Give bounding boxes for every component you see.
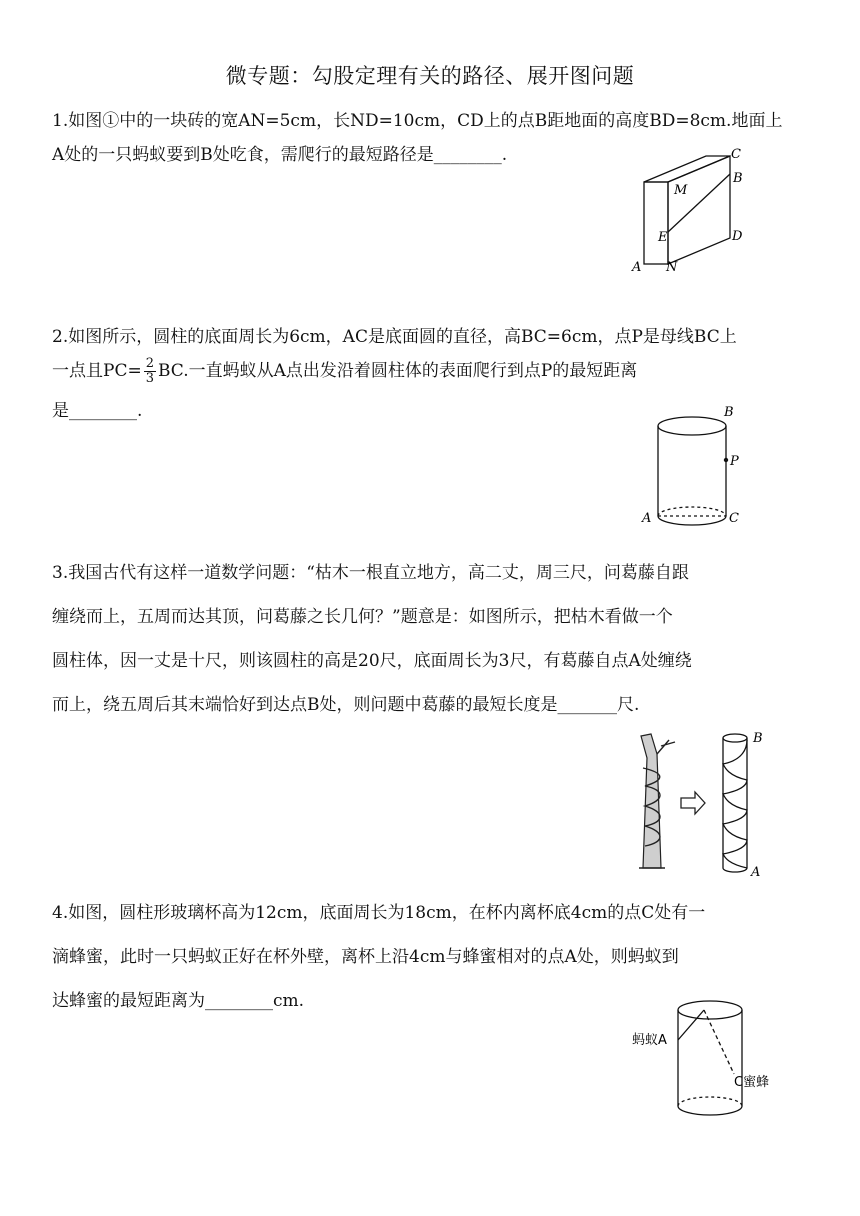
glass-bottom-back <box>678 1097 742 1106</box>
cylinder-top <box>723 734 747 742</box>
problem-line: 2.如图所示，圆柱的底面周长为6cm，AC是底面圆的直径，高BC=6cm，点P是母线BC上 <box>52 327 737 347</box>
problem-line: 缠绕而上，五周而达其顶，问葛藤之长几何？”题意是：如图所示，把枯木看做一个 <box>52 607 673 627</box>
tree-trunk <box>641 734 661 868</box>
label-A: A <box>632 260 642 275</box>
label-B: B <box>724 405 734 420</box>
problem-line-with-fraction: 一点且PC= $\frac{2}{3}$ BC.一直蚂蚁从A点出发沿着圆柱体的表面爬行到点P的最短距离 <box>52 356 638 386</box>
label-A: A <box>642 511 652 526</box>
label-A: A <box>751 865 761 880</box>
cylinder-figure-2 <box>640 404 750 534</box>
problem-line: 3.我国古代有这样一道数学问题：“枯木一根直立地方，高二丈，周三尺，问葛藤自跟 <box>52 563 689 583</box>
label-honey-C: C蜜蜂 <box>734 1075 770 1090</box>
path-segment-inner <box>704 1010 734 1074</box>
glass-figure <box>630 996 790 1136</box>
problem-line: 达蜂蜜的最短距离为________cm. <box>52 991 305 1011</box>
cylinder-bottom <box>723 868 747 872</box>
cylinder-top <box>658 417 726 435</box>
problem-line: 1.如图①中的一块砖的宽AN=5cm，长ND=10cm，CD上的点B距地面的高度BD=8cm.地面上 <box>52 111 783 131</box>
brick-front-face <box>644 182 668 264</box>
glass-bottom-front <box>678 1106 742 1115</box>
problem-line: 是________. <box>52 401 143 421</box>
label-ant-A: 蚂蚁A <box>632 1033 667 1048</box>
label-E: E <box>658 230 668 245</box>
label-D: D <box>732 229 743 244</box>
brick-side-face <box>668 156 730 264</box>
problem-line: 圆柱体，因一丈是十尺，则该圆柱的高是20尺，底面周长为3尺，有葛藤自点A处缠绕 <box>52 651 692 671</box>
label-C: C <box>729 511 739 526</box>
label-C: C <box>731 147 741 162</box>
problem-line: A处的一只蚂蚁要到B处吃食，需爬行的最短路径是________. <box>52 145 508 165</box>
brick-top-face <box>644 156 730 182</box>
page-title: 微专题：勾股定理有关的路径、展开图问题 <box>225 64 635 88</box>
brick-figure <box>630 146 760 276</box>
label-B: B <box>753 731 763 746</box>
label-P: P <box>730 454 739 469</box>
cylinder-bottom-front <box>658 516 726 525</box>
point-P <box>724 458 728 462</box>
label-N: N <box>666 260 678 275</box>
problem-line: 4.如图，圆柱形玻璃杯高为12cm，底面周长为18cm，在杯内离杯底4cm的点C处有一 <box>52 903 706 923</box>
spiral-vine <box>723 740 747 868</box>
fraction: $\frac{2}{3}$ <box>145 356 154 386</box>
arrow-icon <box>681 792 705 814</box>
problem-line: 而上，绕五周后其末端恰好到达点B处，则问题中葛藤的最短长度是_______尺. <box>52 695 640 715</box>
tree-branch <box>657 740 675 754</box>
problem-3-text <box>52 556 812 722</box>
tree-vine-figure <box>625 728 775 878</box>
label-M: M <box>674 183 688 198</box>
cylinder-bottom-back <box>658 507 726 516</box>
label-B: B <box>733 171 743 186</box>
glass-top <box>678 1001 742 1019</box>
problem-line: 滴蜂蜜，此时一只蚂蚁正好在杯外壁，离杯上沿4cm与蜂蜜相对的点A处，则蚂蚁到 <box>52 947 679 967</box>
